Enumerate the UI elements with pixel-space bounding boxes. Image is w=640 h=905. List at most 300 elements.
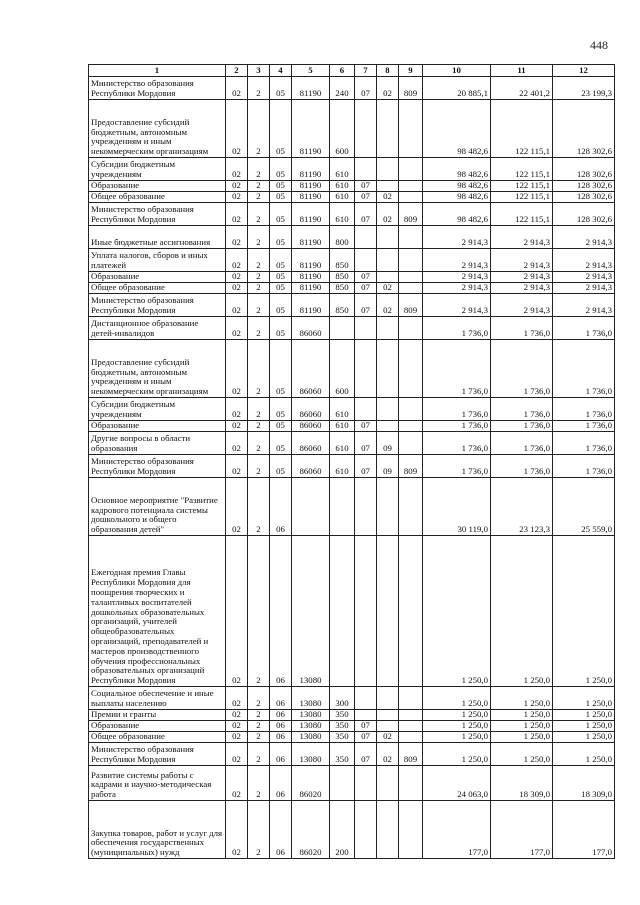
code-cell: 07 [355,294,377,317]
code-cell [355,100,377,158]
code-cell: 07 [355,272,377,283]
amount-cell: 1 250,0 [553,743,615,766]
code-cell: 2 [248,317,270,340]
amount-cell: 1 736,0 [423,317,491,340]
amount-cell: 1 736,0 [553,317,615,340]
code-cell: 350 [330,710,355,721]
code-cell: 07 [355,732,377,743]
table-row [89,317,615,340]
table-row [89,721,615,732]
amount-cell: 1 250,0 [553,732,615,743]
table-body [89,77,615,859]
table-row [89,398,615,421]
code-cell: 05 [270,181,292,192]
table-row [89,766,615,801]
code-cell: 06 [270,721,292,732]
table-row [89,203,615,226]
amount-cell: 1 250,0 [423,536,491,687]
code-cell [377,398,399,421]
row-label-cell: Образование [89,181,226,192]
code-cell: 86060 [292,432,330,455]
amount-cell: 122 115,1 [491,181,553,192]
table-row [89,732,615,743]
amount-cell: 1 736,0 [423,455,491,478]
code-cell [330,478,355,536]
code-cell: 809 [399,455,423,478]
amount-cell: 2 914,3 [491,283,553,294]
amount-cell: 24 063,0 [423,766,491,801]
code-cell [399,766,423,801]
code-cell: 200 [330,801,355,859]
table-row [89,226,615,249]
code-cell: 07 [355,421,377,432]
amount-cell: 128 302,6 [553,181,615,192]
amount-cell: 2 914,3 [491,272,553,283]
code-cell [399,432,423,455]
amount-cell: 20 885,1 [423,77,491,100]
code-cell [377,721,399,732]
code-cell: 81190 [292,203,330,226]
row-label-cell: Уплата налогов, сборов и иных платежей [89,249,226,272]
code-cell [377,158,399,181]
amount-cell: 1 250,0 [491,743,553,766]
code-cell: 2 [248,455,270,478]
amount-cell: 18 309,0 [553,766,615,801]
table-row [89,77,615,100]
code-cell: 02 [226,158,248,181]
budget-table [88,64,615,859]
code-cell: 05 [270,77,292,100]
row-label-cell: Премии и гранты [89,710,226,721]
code-cell: 2 [248,398,270,421]
row-label-cell: Общее образование [89,732,226,743]
amount-cell: 2 914,3 [553,294,615,317]
code-cell: 850 [330,294,355,317]
amount-cell: 128 302,6 [553,203,615,226]
amount-cell: 2 914,3 [423,272,491,283]
code-cell [377,340,399,398]
column-header: 5 [292,65,330,77]
code-cell: 02 [226,192,248,203]
table-row [89,687,615,710]
code-cell: 02 [226,432,248,455]
column-header: 12 [553,65,615,77]
code-cell: 05 [270,340,292,398]
row-label-cell: Закупка товаров, работ и услуг для обеспечения государственных (муниципальных) нужд [89,801,226,859]
code-cell [377,478,399,536]
code-cell [399,340,423,398]
row-label-cell: Другие вопросы в области образования [89,432,226,455]
code-cell: 02 [226,272,248,283]
code-cell: 2 [248,249,270,272]
table-row [89,478,615,536]
code-cell: 610 [330,192,355,203]
code-cell [399,398,423,421]
column-header: 1 [89,65,226,77]
row-label-cell: Министерство образования Республики Мордовия [89,294,226,317]
code-cell [355,398,377,421]
code-cell [355,478,377,536]
row-label-cell: Развитие системы работы с кадрами и научно-методическая работа [89,766,226,801]
code-cell: 600 [330,340,355,398]
row-label-cell: Субсидии бюджетным учреждениям [89,398,226,421]
row-label-cell: Общее образование [89,192,226,203]
row-label-cell: Министерство образования Республики Мордовия [89,455,226,478]
code-cell: 850 [330,249,355,272]
code-cell: 02 [377,743,399,766]
code-cell: 02 [226,226,248,249]
code-cell [377,536,399,687]
code-cell: 240 [330,77,355,100]
code-cell [377,100,399,158]
amount-cell: 128 302,6 [553,192,615,203]
code-cell: 86060 [292,421,330,432]
amount-cell: 98 482,6 [423,192,491,203]
code-cell: 2 [248,203,270,226]
code-cell: 02 [226,100,248,158]
code-cell: 13080 [292,743,330,766]
code-cell [377,249,399,272]
code-cell: 300 [330,687,355,710]
code-cell [377,421,399,432]
code-cell: 86020 [292,766,330,801]
code-cell: 05 [270,398,292,421]
code-cell: 610 [330,432,355,455]
table-row [89,801,615,859]
code-cell: 06 [270,732,292,743]
column-header: 7 [355,65,377,77]
amount-cell: 23 123,3 [491,478,553,536]
amount-cell: 1 736,0 [553,455,615,478]
code-cell: 600 [330,100,355,158]
row-label-cell: Дистанционное образование детей-инвалидов [89,317,226,340]
amount-cell: 177,0 [491,801,553,859]
code-cell: 05 [270,317,292,340]
code-cell: 2 [248,100,270,158]
table-row [89,421,615,432]
code-cell: 350 [330,732,355,743]
table-row [89,100,615,158]
amount-cell: 2 914,3 [553,249,615,272]
code-cell: 07 [355,743,377,766]
amount-cell: 1 250,0 [553,710,615,721]
code-cell [377,801,399,859]
row-label-cell: Образование [89,421,226,432]
code-cell [399,536,423,687]
code-cell [399,100,423,158]
code-cell: 2 [248,721,270,732]
table-row [89,294,615,317]
row-label-cell: Образование [89,272,226,283]
code-cell [377,317,399,340]
code-cell [399,801,423,859]
code-cell: 800 [330,226,355,249]
code-cell: 05 [270,158,292,181]
code-cell: 2 [248,158,270,181]
amount-cell: 2 914,3 [553,226,615,249]
code-cell: 02 [226,478,248,536]
code-cell: 2 [248,478,270,536]
code-cell: 850 [330,283,355,294]
code-cell: 13080 [292,710,330,721]
code-cell: 2 [248,432,270,455]
code-cell [377,226,399,249]
amount-cell: 98 482,6 [423,181,491,192]
code-cell: 850 [330,272,355,283]
code-cell [355,158,377,181]
amount-cell: 1 250,0 [491,721,553,732]
code-cell: 13080 [292,732,330,743]
code-cell: 81190 [292,294,330,317]
code-cell [399,226,423,249]
code-cell: 86020 [292,801,330,859]
code-cell: 02 [226,687,248,710]
amount-cell: 122 115,1 [491,158,553,181]
code-cell [399,687,423,710]
code-cell: 02 [377,77,399,100]
table-row [89,743,615,766]
amount-cell: 98 482,6 [423,100,491,158]
amount-cell: 1 736,0 [423,421,491,432]
amount-cell: 1 250,0 [491,687,553,710]
code-cell: 81190 [292,158,330,181]
code-cell: 13080 [292,687,330,710]
code-cell [355,340,377,398]
code-cell: 86060 [292,317,330,340]
amount-cell: 1 250,0 [491,710,553,721]
amount-cell: 1 736,0 [423,398,491,421]
code-cell: 02 [377,294,399,317]
amount-cell: 128 302,6 [553,158,615,181]
code-cell [399,272,423,283]
row-label-cell: Ежегодная премия Главы Республики Мордовия для поощрения творческих и талантливых воспитателей дошкольных образовательных организаций, учителей общеобразовательных организаций, преподавателей и мастеров производственного обучения профессиональных образовательных организаций Республики Мордовия [89,536,226,687]
page-number: 448 [590,38,608,52]
code-cell: 02 [226,283,248,294]
code-cell [355,710,377,721]
code-cell: 2 [248,732,270,743]
amount-cell: 128 302,6 [553,100,615,158]
table-row [89,432,615,455]
amount-cell: 1 736,0 [491,398,553,421]
amount-cell: 25 559,0 [553,478,615,536]
code-cell: 06 [270,766,292,801]
column-header: 3 [248,65,270,77]
code-cell: 81190 [292,226,330,249]
code-cell: 06 [270,801,292,859]
code-cell: 07 [355,77,377,100]
table-row [89,455,615,478]
code-cell [377,766,399,801]
code-cell: 350 [330,721,355,732]
code-cell: 2 [248,801,270,859]
amount-cell: 1 250,0 [423,732,491,743]
code-cell [399,721,423,732]
column-header: 2 [226,65,248,77]
amount-cell: 1 250,0 [491,536,553,687]
code-cell: 06 [270,478,292,536]
code-cell: 05 [270,294,292,317]
code-cell: 02 [226,398,248,421]
code-cell [355,687,377,710]
code-cell [399,158,423,181]
code-cell: 02 [226,421,248,432]
code-cell [355,317,377,340]
table-row [89,283,615,294]
code-cell: 2 [248,710,270,721]
code-cell: 610 [330,421,355,432]
code-cell: 02 [226,203,248,226]
amount-cell: 1 250,0 [423,743,491,766]
row-label-cell: Иные бюджетные ассигнования [89,226,226,249]
code-cell: 06 [270,536,292,687]
code-cell: 02 [377,732,399,743]
code-cell: 05 [270,100,292,158]
code-cell: 81190 [292,77,330,100]
table-row [89,181,615,192]
amount-cell: 1 736,0 [553,432,615,455]
code-cell: 02 [226,743,248,766]
row-label-cell: Министерство образования Республики Мордовия [89,77,226,100]
code-cell: 81190 [292,192,330,203]
code-cell: 2 [248,421,270,432]
code-cell: 07 [355,721,377,732]
amount-cell: 1 736,0 [553,398,615,421]
code-cell [355,226,377,249]
code-cell: 350 [330,743,355,766]
code-cell [399,249,423,272]
amount-cell: 2 914,3 [553,283,615,294]
amount-cell: 1 736,0 [423,432,491,455]
code-cell [399,181,423,192]
amount-cell: 2 914,3 [491,294,553,317]
amount-cell: 2 914,3 [423,249,491,272]
column-header: 9 [399,65,423,77]
code-cell [292,478,330,536]
row-label-cell: Предоставление субсидий бюджетным, автономным учреждениям и иным некоммерческим организациям [89,100,226,158]
code-cell: 81190 [292,283,330,294]
code-cell: 09 [377,432,399,455]
code-cell: 81190 [292,181,330,192]
code-cell: 81190 [292,249,330,272]
code-cell: 02 [226,181,248,192]
table-row [89,192,615,203]
code-cell: 02 [226,721,248,732]
amount-cell: 2 914,3 [423,294,491,317]
code-cell: 07 [355,455,377,478]
code-cell: 81190 [292,100,330,158]
row-label-cell: Основное мероприятие "Развитие кадрового потенциала системы дошкольного и общего образования детей" [89,478,226,536]
code-cell: 07 [355,192,377,203]
code-cell [330,536,355,687]
row-label-cell: Министерство образования Республики Мордовия [89,743,226,766]
amount-cell: 1 736,0 [423,340,491,398]
amount-cell: 2 914,3 [423,226,491,249]
code-cell: 809 [399,294,423,317]
amount-cell: 1 736,0 [491,421,553,432]
amount-cell: 177,0 [423,801,491,859]
code-cell [355,249,377,272]
code-cell: 06 [270,710,292,721]
code-cell: 06 [270,743,292,766]
code-cell: 07 [355,283,377,294]
code-cell: 86060 [292,455,330,478]
code-cell: 05 [270,283,292,294]
code-cell: 610 [330,203,355,226]
code-cell [399,421,423,432]
code-cell: 02 [226,77,248,100]
code-cell: 02 [226,766,248,801]
amount-cell: 1 250,0 [423,721,491,732]
code-cell: 2 [248,181,270,192]
code-cell: 02 [377,203,399,226]
amount-cell: 18 309,0 [491,766,553,801]
code-cell: 05 [270,432,292,455]
code-cell [399,732,423,743]
code-cell: 809 [399,743,423,766]
code-cell: 2 [248,272,270,283]
code-cell: 2 [248,77,270,100]
code-cell [399,192,423,203]
amount-cell: 1 250,0 [423,687,491,710]
code-cell: 610 [330,181,355,192]
code-cell: 02 [226,732,248,743]
code-cell [330,766,355,801]
code-cell: 610 [330,158,355,181]
code-cell: 2 [248,192,270,203]
code-cell [399,283,423,294]
code-cell: 02 [226,536,248,687]
code-cell: 02 [226,294,248,317]
column-header: 11 [491,65,553,77]
row-label-cell: Предоставление субсидий бюджетным, автономным учреждениям и иным некоммерческим организациям [89,340,226,398]
amount-cell: 1 736,0 [491,317,553,340]
code-cell [330,317,355,340]
header-row [89,65,615,77]
amount-cell: 177,0 [553,801,615,859]
amount-cell: 122 115,1 [491,203,553,226]
amount-cell: 1 250,0 [491,732,553,743]
table-row [89,536,615,687]
amount-cell: 1 736,0 [491,455,553,478]
amount-cell: 98 482,6 [423,158,491,181]
code-cell: 13080 [292,721,330,732]
code-cell [355,536,377,687]
amount-cell: 122 115,1 [491,192,553,203]
code-cell: 02 [226,801,248,859]
column-header: 4 [270,65,292,77]
code-cell: 2 [248,340,270,398]
code-cell: 06 [270,687,292,710]
code-cell: 02 [377,283,399,294]
amount-cell: 2 914,3 [491,226,553,249]
code-cell [377,710,399,721]
row-label-cell: Субсидии бюджетным учреждениям [89,158,226,181]
code-cell: 13080 [292,536,330,687]
column-header: 10 [423,65,491,77]
amount-cell: 1 736,0 [553,340,615,398]
code-cell: 07 [355,203,377,226]
row-label-cell: Общее образование [89,283,226,294]
table-row [89,340,615,398]
amount-cell: 1 736,0 [553,421,615,432]
amount-cell: 98 482,6 [423,203,491,226]
code-cell: 81190 [292,272,330,283]
code-cell: 05 [270,421,292,432]
code-cell: 2 [248,294,270,317]
code-cell: 2 [248,766,270,801]
amount-cell: 1 250,0 [553,721,615,732]
amount-cell: 1 250,0 [423,710,491,721]
